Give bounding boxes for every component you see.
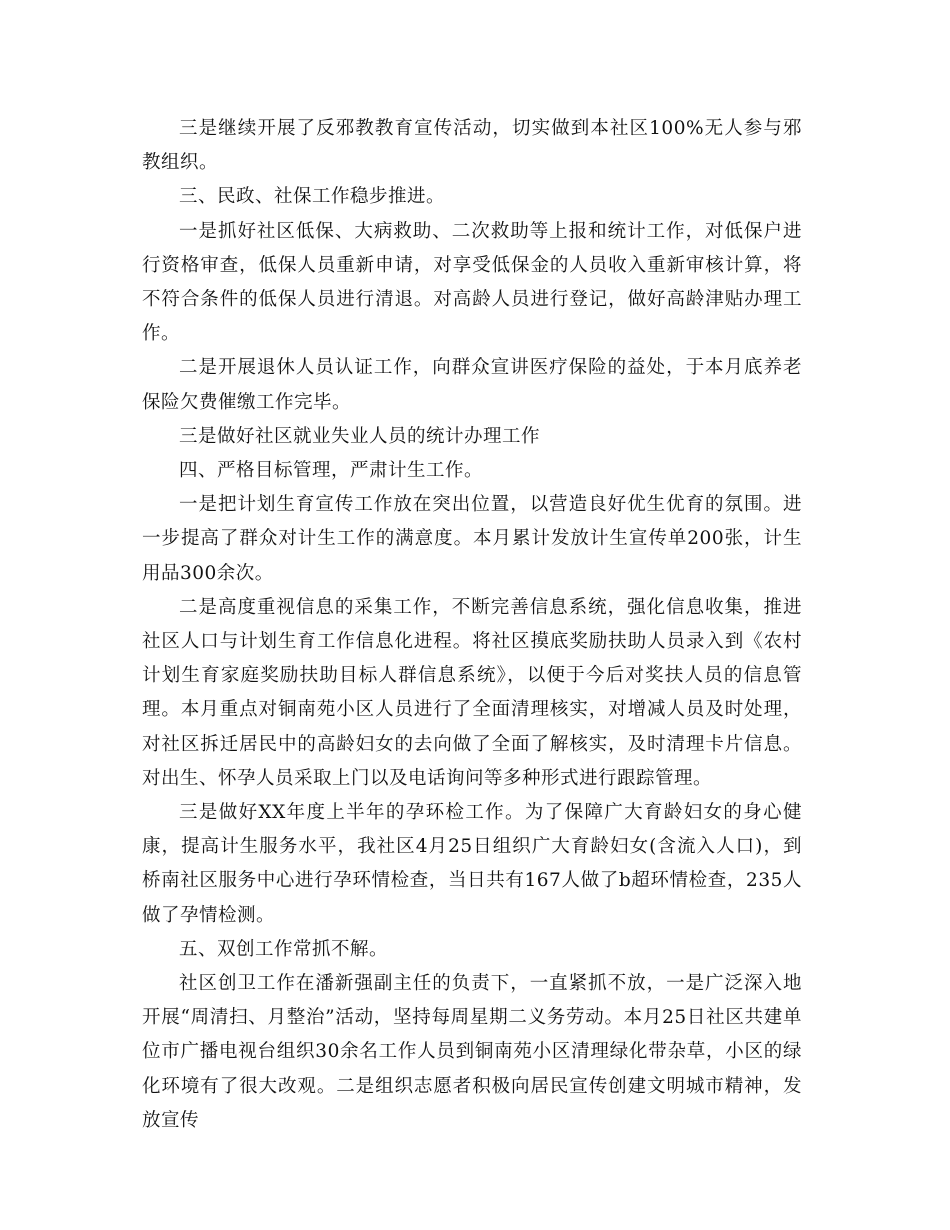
paragraph: 社区创卫工作在潘新强副主任的负责下，一直紧抓不放，一是广泛深入地开展“周清扫、月整治”活动，坚持每周星期二义务劳动。本月25日社区共建单位市广播电视台组织30余名工作人员到铜南苑小区清理绿化带杂草，小区的绿化环境有了很大改观。二是组织志愿者积极向居民宣传创建文明城市精神，发放宣传 [142,973,802,1131]
document-body [142,112,802,1138]
paragraph: 三是做好XX年度上半年的孕环检工作。为了保障广大育龄妇女的身心健康，提高计生服务水平，我社区4月25日组织广大育龄妇女(含流入人口)，到桥南社区服务中心进行孕环情检查，当日共有167人做了b超环情检查，235人做了孕情检测。 [142,802,802,926]
section-heading-family-planning: 四、严格目标管理，严肃计生工作。 [179,460,484,482]
section-heading-double-creation: 五、双创工作常抓不解。 [179,938,389,960]
paragraph: 三是继续开展了反邪教教育宣传活动，切实做到本社区100%无人参与邪教组织。 [142,118,802,174]
section-heading-civil-affairs: 三、民政、社保工作稳步推进。 [179,186,446,208]
paragraph: 三是做好社区就业失业人员的统计办理工作 [179,425,541,447]
paragraph: 二是高度重视信息的采集工作，不断完善信息系统，强化信息收集，推进社区人口与计划生育工作信息化进程。将社区摸底奖励扶助人员录入到《农村计划生育家庭奖励扶助目标人群信息系统》，以便于今后对奖扶人员的信息管理。本月重点对铜南苑小区人员进行了全面清理核实，对增减人员及时处理，对社区拆迁居民中的高龄妇女的去向做了全面了解核实，及时清理卡片信息。对出生、怀孕人员采取上门以及电话询问等多种形式进行跟踪管理。 [142,596,802,789]
paragraph: 一是把计划生育宣传工作放在突出位置，以营造良好优生优育的氛围。进一步提高了群众对计生工作的满意度。本月累计发放计生宣传单200张，计生用品300余次。 [142,494,802,584]
paragraph: 二是开展退休人员认证工作，向群众宣讲医疗保险的益处，于本月底养老保险欠费催缴工作完毕。 [142,357,802,413]
paragraph: 一是抓好社区低保、大病救助、二次救助等上报和统计工作，对低保户进行资格审查，低保人员重新申请，对享受低保金的人员收入重新审核计算，将不符合条件的低保人员进行清退。对高龄人员进行登记，做好高龄津贴办理工作。 [142,220,802,345]
